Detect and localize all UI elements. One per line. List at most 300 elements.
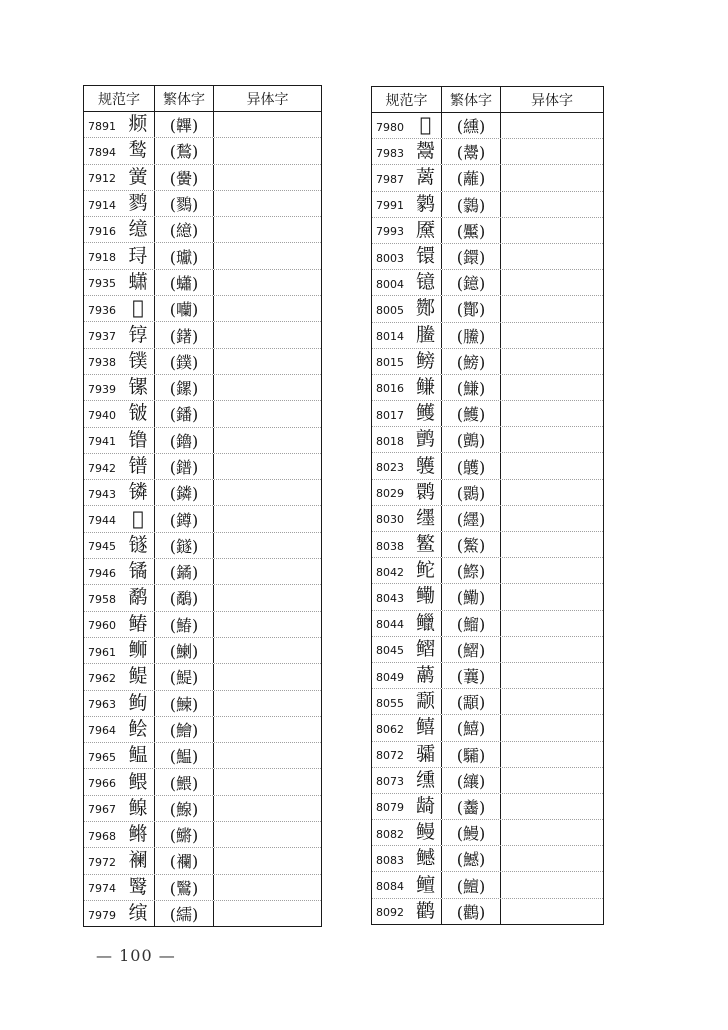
traditional-char: (鱯) bbox=[442, 401, 501, 426]
char-number: 8016 bbox=[376, 382, 404, 396]
traditional-char: (䴉) bbox=[442, 480, 501, 505]
standard-char: 鳘 bbox=[415, 533, 435, 556]
char-number: 8062 bbox=[376, 722, 404, 736]
standard-char-cell bbox=[84, 901, 155, 926]
traditional-char: (鐶) bbox=[442, 244, 501, 269]
standard-char-cell bbox=[372, 715, 442, 740]
standard-char: 蟏 bbox=[128, 270, 148, 293]
standard-char: 鹯 bbox=[415, 428, 435, 451]
table-row bbox=[372, 768, 603, 794]
character-table-right bbox=[371, 86, 604, 925]
standard-char-cell bbox=[84, 559, 155, 584]
standard-char-cell bbox=[372, 558, 442, 583]
char-number: 7938 bbox=[88, 356, 116, 370]
table-row bbox=[84, 822, 321, 848]
traditional-char: (鱤) bbox=[442, 846, 501, 871]
standard-char: 𬭚 bbox=[128, 323, 148, 346]
standard-char: 鲙 bbox=[128, 717, 148, 740]
char-number: 7983 bbox=[376, 146, 404, 160]
table-row bbox=[372, 139, 603, 165]
traditional-char: (鸌) bbox=[442, 453, 501, 478]
table-row bbox=[84, 848, 321, 874]
variant-char bbox=[501, 296, 603, 321]
char-number: 8044 bbox=[376, 618, 404, 632]
standard-char: 𬙂 bbox=[128, 902, 148, 925]
standard-char-cell bbox=[84, 322, 155, 347]
char-number: 8082 bbox=[376, 827, 404, 841]
traditional-char: (囒) bbox=[155, 296, 214, 321]
standard-char: 镙 bbox=[128, 376, 148, 399]
standard-char: 𬭛 bbox=[128, 402, 148, 425]
standard-char: 𪢠 bbox=[132, 297, 144, 320]
standard-char-cell bbox=[84, 691, 155, 716]
standard-char-cell bbox=[372, 427, 442, 452]
variant-char bbox=[214, 243, 321, 268]
standard-char-cell bbox=[372, 270, 442, 295]
standard-char-cell bbox=[372, 689, 442, 714]
header-standard-char: 规范字 bbox=[372, 87, 442, 112]
table-row bbox=[84, 691, 321, 717]
table-row bbox=[84, 796, 321, 822]
standard-char-cell bbox=[84, 717, 155, 742]
table-row bbox=[372, 296, 603, 322]
variant-char bbox=[214, 612, 321, 637]
traditional-char: (鸇) bbox=[442, 427, 501, 452]
standard-char: 鳣 bbox=[415, 873, 435, 896]
standard-char: 镤 bbox=[128, 349, 148, 372]
table-row bbox=[372, 349, 603, 375]
traditional-char: (鸏) bbox=[442, 192, 501, 217]
standard-char: 𫄹 bbox=[419, 114, 432, 137]
table-row bbox=[372, 663, 603, 689]
traditional-char: (鯷) bbox=[155, 664, 214, 689]
standard-char-cell bbox=[372, 453, 442, 478]
standard-char: 黡 bbox=[415, 218, 435, 241]
variant-char bbox=[501, 846, 603, 871]
char-number: 8043 bbox=[376, 591, 404, 605]
page-number: — 100 — bbox=[96, 946, 176, 965]
header-standard-char: 规范字 bbox=[84, 86, 155, 111]
standard-char: 鳡 bbox=[415, 847, 435, 870]
char-number: 7939 bbox=[88, 382, 116, 396]
variant-char bbox=[214, 691, 321, 716]
variant-char bbox=[214, 822, 321, 847]
standard-char: 鹲 bbox=[415, 192, 435, 215]
standard-char: 鳒 bbox=[415, 375, 435, 398]
standard-char-cell bbox=[372, 794, 442, 819]
variant-char bbox=[501, 611, 603, 636]
standard-char-cell bbox=[84, 112, 155, 137]
variant-char bbox=[501, 715, 603, 740]
char-number: 7991 bbox=[376, 199, 404, 213]
table-row bbox=[372, 480, 603, 506]
standard-char-cell bbox=[84, 243, 155, 268]
variant-char bbox=[214, 533, 321, 558]
char-number: 8092 bbox=[376, 906, 404, 920]
char-number: 7916 bbox=[88, 224, 116, 238]
standard-char-cell bbox=[372, 899, 442, 924]
char-number: 8038 bbox=[376, 539, 404, 553]
table-row bbox=[84, 612, 321, 638]
header-variant-char: 异体字 bbox=[531, 92, 573, 109]
standard-char: 𬙊 bbox=[415, 506, 435, 529]
variant-char bbox=[501, 820, 603, 845]
standard-char-cell bbox=[372, 820, 442, 845]
char-number: 8029 bbox=[376, 487, 404, 501]
char-number: 7963 bbox=[88, 698, 116, 712]
char-number: 7980 bbox=[376, 120, 404, 134]
variant-char bbox=[501, 453, 603, 478]
variant-char bbox=[501, 637, 603, 662]
variant-char bbox=[214, 270, 321, 295]
standard-char-cell bbox=[372, 192, 442, 217]
standard-char-cell bbox=[372, 872, 442, 897]
table-row bbox=[372, 872, 603, 898]
char-number: 7945 bbox=[88, 540, 116, 554]
standard-char-cell bbox=[84, 638, 155, 663]
char-number: 7972 bbox=[88, 855, 116, 869]
table-row bbox=[372, 532, 603, 558]
traditional-char: (鏻) bbox=[155, 480, 214, 505]
table-row bbox=[84, 191, 321, 217]
table-row bbox=[84, 270, 321, 296]
standard-char-cell bbox=[372, 218, 442, 243]
standard-char: 镨 bbox=[128, 455, 148, 477]
traditional-char: (鱠) bbox=[155, 717, 214, 742]
standard-char: 𬶮 bbox=[415, 716, 435, 739]
table-row bbox=[372, 427, 603, 453]
standard-char-cell bbox=[372, 768, 442, 793]
variant-char bbox=[501, 349, 603, 374]
standard-char-cell bbox=[84, 664, 155, 689]
traditional-char: (鷚) bbox=[155, 191, 214, 216]
char-number: 7940 bbox=[88, 408, 116, 422]
char-number: 8014 bbox=[376, 330, 404, 344]
standard-char: 鹥 bbox=[128, 875, 148, 898]
variant-char bbox=[501, 480, 603, 505]
table-row bbox=[84, 585, 321, 611]
traditional-char: (齹) bbox=[442, 794, 501, 819]
standard-char: 鹱 bbox=[415, 454, 435, 477]
table-row bbox=[84, 875, 321, 901]
standard-char: 黉 bbox=[128, 165, 148, 188]
traditional-char: (驦) bbox=[442, 742, 501, 767]
standard-char-cell bbox=[372, 846, 442, 871]
standard-char: 𫄷 bbox=[128, 218, 148, 241]
standard-char: 襕 bbox=[128, 849, 148, 872]
standard-char: 𬭼 bbox=[128, 533, 148, 556]
variant-char bbox=[501, 139, 603, 164]
variant-char bbox=[214, 848, 321, 873]
char-number: 8018 bbox=[376, 434, 404, 448]
table-body bbox=[84, 112, 321, 926]
standard-char: 鳀 bbox=[128, 665, 148, 688]
standard-char: 镥 bbox=[128, 428, 148, 451]
standard-char-cell bbox=[372, 296, 442, 321]
char-number: 7936 bbox=[88, 303, 116, 317]
char-number: 7912 bbox=[88, 172, 116, 186]
table-row bbox=[84, 401, 321, 427]
traditional-char: (顬) bbox=[442, 689, 501, 714]
table-row bbox=[372, 323, 603, 349]
standard-char: 𫚭 bbox=[415, 611, 435, 634]
standard-char-cell bbox=[84, 138, 155, 163]
char-number: 8072 bbox=[376, 749, 404, 763]
standard-char-cell bbox=[84, 875, 155, 900]
char-number: 7918 bbox=[88, 251, 116, 265]
variant-char bbox=[214, 743, 321, 768]
traditional-char: (鶖) bbox=[155, 138, 214, 163]
table-row bbox=[372, 584, 603, 610]
char-number: 8049 bbox=[376, 670, 404, 684]
standard-char-cell bbox=[84, 506, 155, 531]
table-row bbox=[84, 296, 321, 322]
standard-char: 鳗 bbox=[415, 821, 435, 844]
traditional-char: (鰊) bbox=[155, 691, 214, 716]
variant-char bbox=[214, 638, 321, 663]
traditional-char: (鐩) bbox=[155, 533, 214, 558]
header-traditional-char: 繁体字 bbox=[442, 87, 501, 112]
variant-char bbox=[501, 558, 603, 583]
char-number: 7937 bbox=[88, 330, 116, 344]
traditional-char: (纆) bbox=[442, 506, 501, 531]
table-row bbox=[372, 401, 603, 427]
traditional-char: (鐿) bbox=[442, 270, 501, 295]
traditional-char: (鐠) bbox=[155, 454, 214, 479]
traditional-char: (鷸) bbox=[155, 585, 214, 610]
char-number: 7944 bbox=[88, 514, 116, 528]
variant-char bbox=[214, 717, 321, 742]
table-row bbox=[372, 715, 603, 741]
standard-char: 𬭻 bbox=[132, 507, 144, 530]
traditional-char: (黌) bbox=[155, 165, 214, 190]
variant-char bbox=[501, 218, 603, 243]
table-row bbox=[84, 217, 321, 243]
table-row bbox=[84, 664, 321, 690]
traditional-char: (鏷) bbox=[155, 349, 214, 374]
variant-char bbox=[501, 768, 603, 793]
variant-char bbox=[501, 872, 603, 897]
char-number: 7891 bbox=[88, 119, 116, 133]
standard-char-cell bbox=[84, 165, 155, 190]
standard-char: 鳓 bbox=[415, 585, 435, 608]
standard-char-cell bbox=[84, 533, 155, 558]
variant-char bbox=[214, 480, 321, 505]
standard-char: 鹬 bbox=[128, 586, 148, 609]
variant-char bbox=[214, 454, 321, 479]
standard-char-cell bbox=[372, 165, 442, 190]
standard-char: 鳑 bbox=[415, 349, 435, 372]
standard-char-cell bbox=[84, 769, 155, 794]
standard-char: 鳁 bbox=[128, 744, 148, 767]
variant-char bbox=[501, 375, 603, 400]
variant-char bbox=[214, 165, 321, 190]
traditional-char: (鷖) bbox=[155, 875, 214, 900]
table-row bbox=[84, 375, 321, 401]
char-number: 7979 bbox=[88, 908, 116, 922]
char-number: 7962 bbox=[88, 671, 116, 685]
traditional-char: (鰁) bbox=[155, 796, 214, 821]
standard-char: 颥 bbox=[415, 690, 435, 713]
char-number: 7943 bbox=[88, 487, 116, 501]
traditional-char: (蠨) bbox=[155, 270, 214, 295]
traditional-char: (鰃) bbox=[155, 769, 214, 794]
char-number: 7941 bbox=[88, 435, 116, 449]
char-number: 8042 bbox=[376, 565, 404, 579]
variant-char bbox=[214, 296, 321, 321]
table-row bbox=[84, 349, 321, 375]
traditional-char: (鰛) bbox=[155, 743, 214, 768]
table-row bbox=[84, 165, 321, 191]
traditional-char: (鰆) bbox=[155, 612, 214, 637]
char-number: 8023 bbox=[376, 461, 404, 475]
variant-char bbox=[501, 794, 603, 819]
char-number: 7993 bbox=[376, 225, 404, 239]
standard-char-cell bbox=[372, 139, 442, 164]
standard-char-cell bbox=[372, 349, 442, 374]
traditional-char: (鰼) bbox=[442, 637, 501, 662]
standard-char: 骦 bbox=[415, 742, 435, 765]
table-row bbox=[372, 742, 603, 768]
table-row bbox=[84, 112, 321, 138]
table-row bbox=[372, 794, 603, 820]
variant-char bbox=[214, 901, 321, 926]
variant-char bbox=[501, 506, 603, 531]
traditional-char: (鐯) bbox=[155, 322, 214, 347]
table-row bbox=[84, 428, 321, 454]
variant-char bbox=[214, 796, 321, 821]
standard-char: 酂 bbox=[415, 297, 435, 320]
variant-char bbox=[214, 506, 321, 531]
standard-char-cell bbox=[84, 191, 155, 216]
char-number: 8084 bbox=[376, 880, 404, 894]
standard-char-cell bbox=[84, 217, 155, 242]
variant-char bbox=[501, 270, 603, 295]
traditional-char: (酇) bbox=[442, 296, 501, 321]
char-number: 8083 bbox=[376, 853, 404, 867]
char-number: 7961 bbox=[88, 645, 116, 659]
standard-char: 镱 bbox=[415, 271, 435, 294]
standard-char-cell bbox=[372, 532, 442, 557]
variant-char bbox=[501, 192, 603, 217]
variant-char bbox=[501, 113, 603, 138]
char-number: 7958 bbox=[88, 592, 116, 606]
standard-char: 蓠 bbox=[415, 166, 435, 189]
char-number: 7965 bbox=[88, 750, 116, 764]
standard-char-cell bbox=[372, 113, 442, 138]
standard-char: 鳈 bbox=[128, 796, 148, 819]
standard-char-cell bbox=[372, 375, 442, 400]
standard-char-cell bbox=[372, 480, 442, 505]
table-row bbox=[84, 480, 321, 506]
variant-char bbox=[501, 689, 603, 714]
standard-char-cell bbox=[372, 663, 442, 688]
table-body bbox=[372, 113, 603, 924]
standard-char-cell bbox=[372, 584, 442, 609]
char-number: 7894 bbox=[88, 145, 116, 159]
char-number: 7964 bbox=[88, 724, 116, 738]
traditional-char: (纕) bbox=[442, 768, 501, 793]
traditional-char: (鰡) bbox=[442, 611, 501, 636]
standard-char-cell bbox=[372, 611, 442, 636]
table-row bbox=[372, 637, 603, 663]
character-table-left bbox=[83, 85, 322, 927]
header-traditional-char: 繁体字 bbox=[155, 86, 214, 111]
variant-char bbox=[501, 323, 603, 348]
char-number: 7946 bbox=[88, 566, 116, 580]
standard-char: 鳛 bbox=[415, 637, 435, 660]
table-header bbox=[84, 86, 321, 112]
traditional-char: (韠) bbox=[155, 112, 214, 137]
standard-char-cell bbox=[84, 349, 155, 374]
standard-char: 镮 bbox=[415, 245, 435, 268]
standard-char-cell bbox=[84, 848, 155, 873]
char-number: 7960 bbox=[88, 619, 116, 633]
char-number: 8017 bbox=[376, 408, 404, 422]
standard-char: 𬶍 bbox=[415, 559, 435, 582]
table-row bbox=[84, 533, 321, 559]
char-number: 8005 bbox=[376, 303, 404, 317]
standard-char-cell bbox=[84, 480, 155, 505]
table-row bbox=[84, 769, 321, 795]
table-row bbox=[372, 218, 603, 244]
standard-char-cell bbox=[84, 585, 155, 610]
standard-char: 𬟁 bbox=[415, 664, 435, 687]
traditional-char: (鯻) bbox=[155, 638, 214, 663]
char-number: 7942 bbox=[88, 461, 116, 475]
table-row bbox=[372, 689, 603, 715]
traditional-char: (黶) bbox=[442, 218, 501, 243]
char-number: 8004 bbox=[376, 277, 404, 291]
variant-char bbox=[501, 244, 603, 269]
variant-char bbox=[501, 427, 603, 452]
char-number: 8045 bbox=[376, 644, 404, 658]
char-number: 7967 bbox=[88, 803, 116, 817]
standard-char-cell bbox=[84, 454, 155, 479]
standard-char: 䲠 bbox=[128, 612, 148, 635]
standard-char-cell bbox=[372, 401, 442, 426]
table-row bbox=[372, 270, 603, 296]
traditional-char: (鰜) bbox=[442, 375, 501, 400]
standard-char-cell bbox=[372, 637, 442, 662]
standard-char-cell bbox=[372, 323, 442, 348]
standard-char: 鬶 bbox=[415, 140, 435, 163]
char-number: 7935 bbox=[88, 277, 116, 291]
char-number: 8015 bbox=[376, 356, 404, 370]
traditional-char: (鸛) bbox=[442, 899, 501, 924]
variant-char bbox=[214, 322, 321, 347]
variant-char bbox=[501, 165, 603, 190]
standard-char-cell bbox=[372, 244, 442, 269]
char-number: 8073 bbox=[376, 775, 404, 789]
char-number: 8079 bbox=[376, 801, 404, 815]
table-row bbox=[84, 506, 321, 532]
variant-char bbox=[501, 401, 603, 426]
table-row bbox=[372, 244, 603, 270]
variant-char bbox=[214, 428, 321, 453]
traditional-char: (鱂) bbox=[155, 822, 214, 847]
standard-char-cell bbox=[84, 375, 155, 400]
char-number: 7968 bbox=[88, 829, 116, 843]
traditional-char: (繻) bbox=[155, 901, 214, 926]
char-number: 8055 bbox=[376, 696, 404, 710]
standard-char-cell bbox=[84, 428, 155, 453]
variant-char bbox=[501, 899, 603, 924]
traditional-char: (鐇) bbox=[155, 401, 214, 426]
table-row bbox=[372, 820, 603, 846]
variant-char bbox=[214, 875, 321, 900]
standard-char: 𬶋 bbox=[128, 691, 148, 714]
